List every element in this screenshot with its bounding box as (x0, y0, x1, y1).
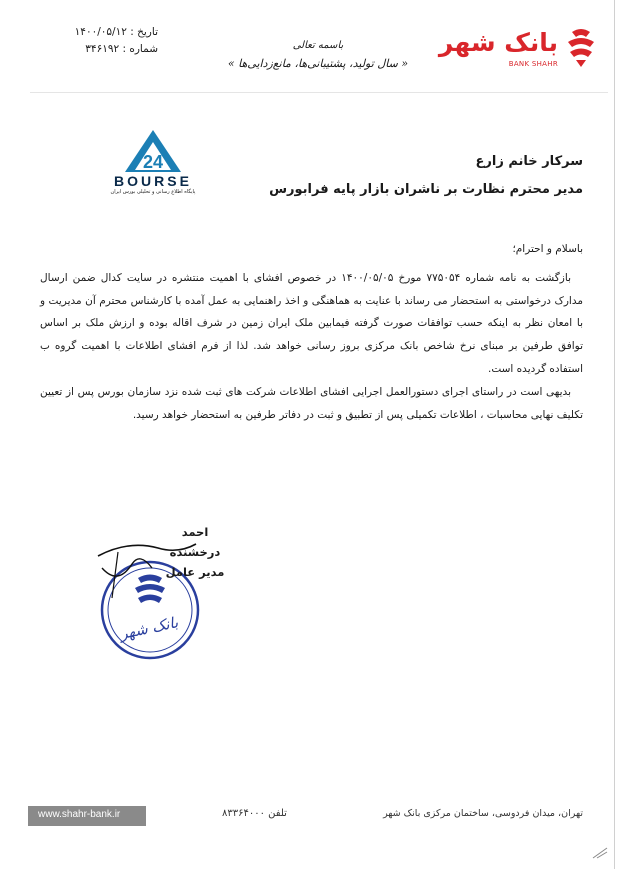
signer-name: احمد درخشنده (169, 525, 221, 559)
header-divider (30, 92, 608, 93)
letter-meta (38, 24, 158, 58)
number-row (38, 41, 158, 58)
number-label: شماره : (122, 43, 158, 55)
svg-text:24: 24 (142, 152, 164, 172)
footer-address: تهران، میدان فردوسی، ساختمان مرکزی بانک شهر (383, 808, 583, 819)
signer-title: مدیر عامل (165, 565, 225, 579)
recipient-block (223, 148, 583, 204)
footer-phone (222, 808, 287, 819)
bourse-triangle-icon (123, 128, 183, 174)
footer-website: www.shahr-bank.ir (38, 809, 121, 820)
bank-name-latin: BANK SHAHR (508, 60, 558, 68)
basmala: باسمه تعالی (292, 40, 344, 51)
recipient-name: سرکار خانم زارع (475, 154, 583, 169)
page-corner-mark-icon (591, 846, 609, 860)
phone-label: تلفن (268, 808, 287, 819)
page-edge (614, 0, 615, 869)
number-value: ۳۴۶۱۹۲ (85, 43, 120, 55)
bank-shahr-logo (438, 26, 598, 76)
letterhead-motto (218, 40, 418, 70)
phone-value: ۸۳۳۶۴۰۰۰ (222, 808, 265, 819)
bank-shahr-logo-mark-icon (564, 28, 598, 68)
body-paragraph-1: بازگشت به نامه شماره ۷۷۵۰۵۴ مورخ ۱۴۰۰/۰۵/۰۵ در خصوص افشای با اهمیت منتشره در سایت کدال ضمن ارسال مدارک درخواستی به استحضار می رساند با عنایت به هماهنگی و اخذ راهنمایی به عمل آمده با کارشناس محترم آن مدیریت و با امعان نظر به اینکه حسب توافقات صورت گرفته فیمابین ملک ایران زمین در شرف اقاله بوده و ارزش ملک بر اساس توافق طرفین بر مبنای نرخ شاخص بانک مرکزی بروز رسانی خواهد شد. لذا از فرم افشای اطلاعات با اهمیت گروه ب استفاده گردیده است. (40, 271, 583, 375)
body-paragraph-2: بدیهی است در راستای اجرای دستورالعمل اجرایی افشای اطلاعات شرکت های ثبت شده نزد سازمان بورس پس از تعیین تکلیف نهایی محاسبات ، اطلاعات تکمیلی پس از تطبیق و ثبت در دفاتر طرفین به استحضار خواهد رسید. (40, 385, 583, 421)
bourse-wordmark: BOURSE (114, 173, 192, 189)
greeting: باسلام و احترام؛ (512, 243, 583, 255)
letter-body (40, 238, 583, 426)
bourse-logo (108, 128, 198, 208)
svg-text:بانک شهر: بانک شهر (118, 613, 180, 644)
signature-block (160, 522, 230, 582)
date-label: تاریخ : (130, 26, 158, 38)
date-value: ۱۴۰۰/۰۵/۱۲ (74, 26, 127, 38)
form-code (2, 740, 16, 830)
date-row (38, 24, 158, 41)
bank-name: بانک شهر (438, 28, 558, 57)
recipient-title: مدیر محترم نظارت بر ناشران بازار پایه فرابورس (269, 182, 583, 197)
year-slogan: « سال تولید، پشتیبانی‌ها، مانع‌زدایی‌ها » (227, 57, 409, 70)
bourse-subtitle: پایگاه اطلاع رسانی و تحلیلی بورس ایران (110, 189, 196, 195)
